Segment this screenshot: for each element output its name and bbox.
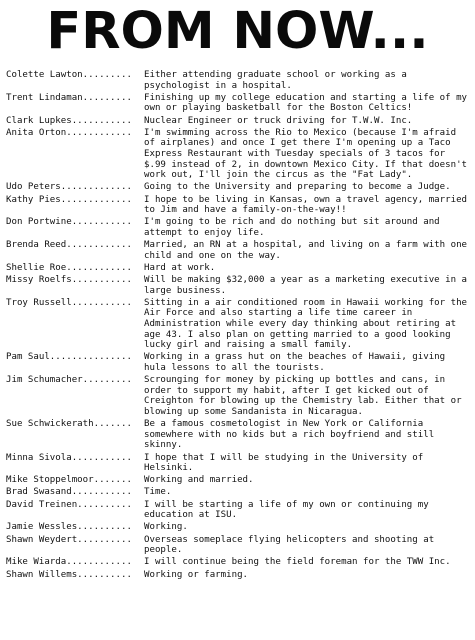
- list-item: [6, 70, 472, 91]
- student-prediction: Will be making $32,000 a year as a marketing executive in a large business.: [144, 275, 468, 296]
- student-prediction: Finishing up my college education and starting a life of my own or playing basketball for the Boston Celtics!: [144, 92, 468, 114]
- student-name: Don Portwine...........: [6, 217, 132, 228]
- student-prediction: Married, an RN at a hospital, and living on a farm with one child and one on the way.: [144, 240, 468, 261]
- student-name: Shawn Willems..........: [6, 569, 132, 580]
- student-name: Clark Lupkes...........: [6, 115, 132, 126]
- student-name: Jamie Wessles..........: [6, 522, 132, 533]
- list-item: [6, 487, 472, 498]
- student-name: Pam Saul...............: [6, 352, 132, 363]
- student-prediction: Working or farming.: [144, 569, 249, 580]
- list-item: [6, 298, 472, 351]
- student-name: David Treinen..........: [6, 499, 132, 510]
- list-item: [6, 182, 472, 193]
- student-name: Mike Wiarda............: [6, 557, 132, 568]
- student-prediction: I will be starting a life of my own or continuing my education at ISU.: [144, 499, 429, 521]
- list-item: [6, 240, 472, 261]
- student-prediction: Either attending graduate school or working as a psychologist in a hospital.: [144, 70, 407, 91]
- student-name: Trent Lindaman.........: [6, 92, 132, 103]
- student-name: Missy Roelfs...........: [6, 275, 132, 286]
- student-name: Udo Peters.............: [6, 182, 132, 193]
- student-prediction: I hope to be living in Kansas, own a travel agency, married to Jim and have a family-on-the-way!!: [144, 194, 468, 216]
- student-prediction: I'm swimming across the Rio to Mexico (because I'm afraid of airplanes) and once I get there I'm opening up a Taco Express Restaurant with Tuesday specials of 3 tacos for $.99 instead of 2, in downtown Mexico City. If that doesn't work out, I'll join the circus as the "Fat Lady".: [144, 127, 468, 181]
- student-name: Anita Orton............: [6, 127, 132, 138]
- student-name: Minna Sivola...........: [6, 452, 132, 463]
- student-prediction: Working in a grass hut on the beaches of Hawaii, giving hula lessons to all the tourists.: [144, 352, 446, 373]
- list-item: [6, 475, 472, 486]
- list-item: [6, 352, 472, 373]
- list-item: [6, 535, 472, 556]
- student-name: Shawn Weydert..........: [6, 534, 132, 545]
- page-title: FROM NOW...: [46, 2, 429, 61]
- student-name: Sue Schwickerath.......: [6, 419, 132, 430]
- student-name: Shellie Roe............: [6, 262, 132, 273]
- student-prediction: Overseas someplace flying helicopters and shooting at people.: [144, 534, 435, 556]
- student-name: Jim Schumacher.........: [6, 375, 132, 386]
- list-item: [6, 195, 472, 216]
- list-item: [6, 557, 472, 568]
- student-name: Kathy Pies.............: [6, 194, 132, 205]
- student-prediction: Nuclear Engineer or truck driving for T.W.W. Inc.: [144, 115, 413, 126]
- list-item: [6, 263, 472, 274]
- student-prediction: Working.: [144, 522, 188, 533]
- senior-predictions-list: [6, 70, 472, 580]
- student-prediction: Hard at work.: [144, 262, 216, 273]
- list-item: [6, 375, 472, 417]
- list-item: [6, 128, 472, 181]
- student-prediction: Be a famous cosmetologist in New York or California somewhere with no kids but a rich boyfriend and still skinny.: [144, 419, 435, 451]
- list-item: [6, 453, 472, 474]
- student-prediction: I hope that I will be studying in the University of Helsinki.: [144, 452, 424, 474]
- student-prediction: Scrounging for money by picking up bottles and cans, in order to support my habit, after I get kicked out of Creighton for blowing up the Chemistry lab. Either that or blowing up some Sandanista in Nicaragua.: [144, 375, 462, 417]
- list-item: [6, 570, 472, 581]
- student-prediction: Working and married.: [144, 475, 254, 486]
- student-name: Colette Lawton.........: [6, 70, 132, 80]
- list-item: [6, 419, 472, 451]
- student-name: Brenda Reed............: [6, 240, 132, 251]
- student-name: Mike Stoppelmoor.......: [6, 475, 132, 486]
- student-name: Troy Russell...........: [6, 297, 132, 308]
- list-item: [6, 522, 472, 533]
- list-item: [6, 500, 472, 521]
- student-prediction: I will continue being the field foreman for the TWW Inc.: [144, 557, 451, 568]
- list-item: [6, 217, 472, 238]
- list-item: [6, 93, 472, 114]
- list-item: [6, 116, 472, 127]
- student-name: Brad Swasand...........: [6, 487, 132, 498]
- student-prediction: Sitting in a air conditioned room in Hawaii working for the Air Force and also starting a life time career in Administration while every day thinking about retiring at age 43. I also plan on getting married to a good looking lucky girl and raising a small family.: [144, 297, 468, 351]
- student-prediction: Going to the University and preparing to become a Judge.: [144, 182, 451, 193]
- student-prediction: Time.: [144, 487, 172, 498]
- student-prediction: I'm going to be rich and do nothing but sit around and attempt to enjoy life.: [144, 217, 440, 238]
- list-item: [6, 275, 472, 296]
